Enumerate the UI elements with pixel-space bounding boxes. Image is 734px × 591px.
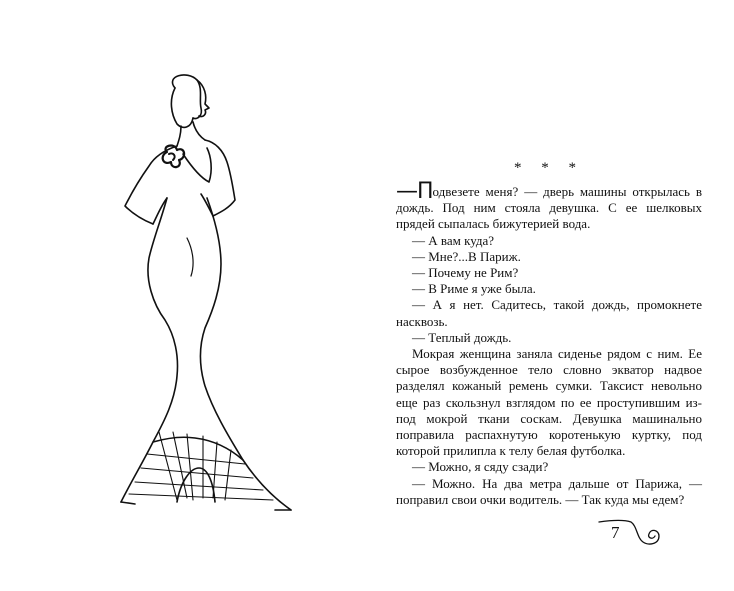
paragraph: — Почему не Рим? bbox=[412, 265, 519, 281]
swirl-ornament-icon bbox=[597, 516, 677, 552]
paragraph bbox=[396, 179, 702, 233]
paragraph: — А вам куда? bbox=[412, 232, 495, 248]
page-number: 7 bbox=[611, 523, 620, 542]
story-text bbox=[396, 179, 702, 508]
paragraph: Мокрая женщина заняла сиденье рядом с ним. Ее сырое возбужденное тело словно экватор надвое разделял кожаный ремень сумки. Таксист невольно еще раз скользнул взглядом по ее проступившим из-под мокрой ткани соскам. Девушка машинально поправила распахнутую коротенькую куртку, под которой прилипла к телу белая футболка. bbox=[396, 346, 702, 459]
woman-eiffel-dress-sketch-icon bbox=[95, 70, 325, 520]
paragraph: — Можно, я сяду сзади? bbox=[412, 459, 549, 475]
drop-cap: —П bbox=[396, 179, 433, 204]
paragraph-text: одвезете меня? — дверь машины открылась в дождь. Под ним стояла девушка. С ее шелковых прядей сыпалась бижутерией вода. bbox=[396, 184, 702, 232]
paragraph: — Теплый дождь. bbox=[412, 329, 512, 345]
paragraph: — А я нет. Садитесь, такой дождь, промокнете насквозь. bbox=[396, 297, 702, 329]
text-page bbox=[396, 160, 702, 508]
page-number-ornament bbox=[597, 516, 677, 552]
section-break: * * * bbox=[514, 160, 584, 176]
paragraph: — Мне?...В Париж. bbox=[412, 248, 521, 264]
paragraph: — Можно. На два метра дальше от Парижа, — поправил свои очки водитель. — Так куда мы едем? bbox=[396, 475, 702, 507]
paragraph: — В Риме я уже была. bbox=[412, 281, 536, 297]
